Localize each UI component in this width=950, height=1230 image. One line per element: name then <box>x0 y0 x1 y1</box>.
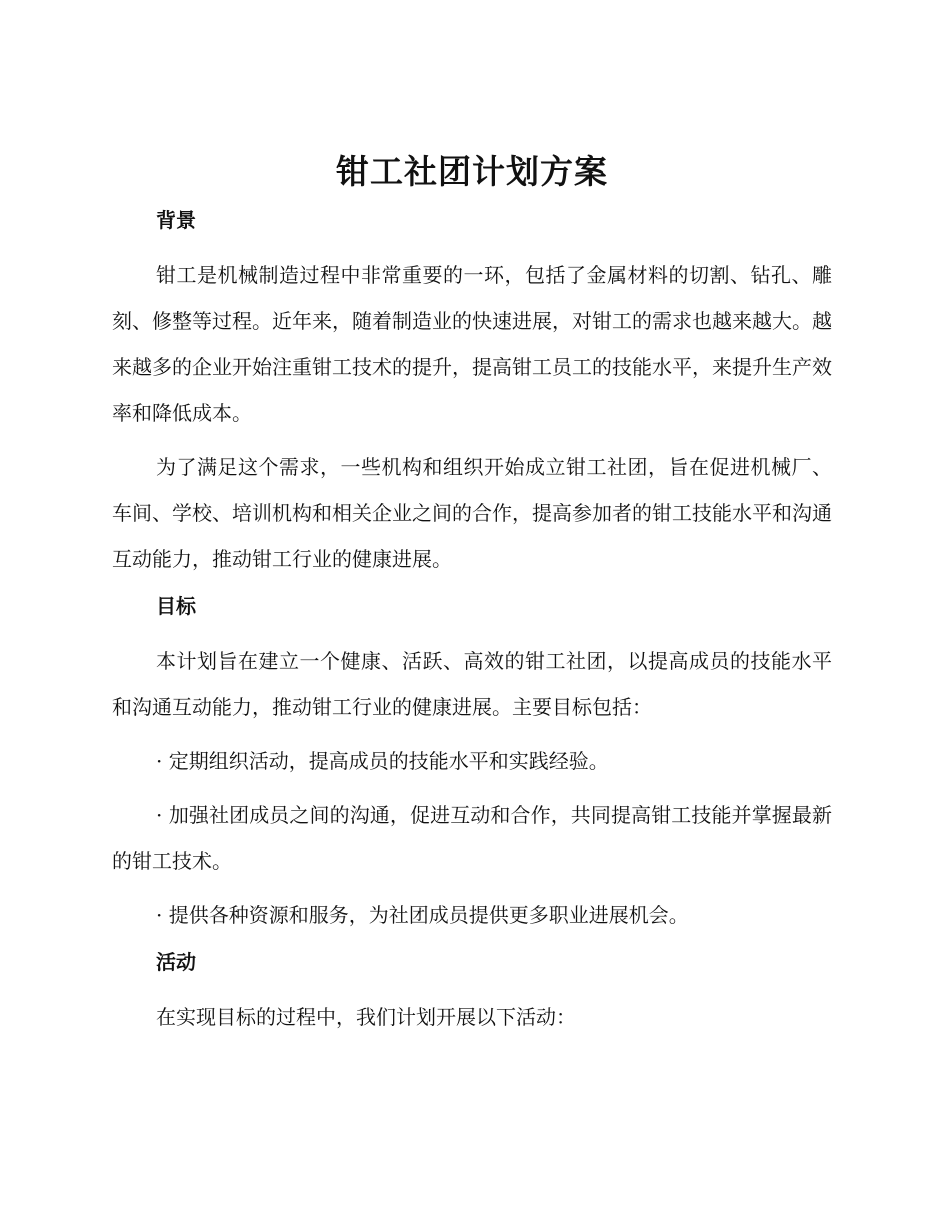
activities-paragraph-1: 在实现目标的过程中，我们计划开展以下活动： <box>156 1005 576 1029</box>
goals-bullet-1: · 定期组织活动，提高成员的技能水平和实践经验。 <box>156 749 609 773</box>
section-heading-activities: 活动 <box>156 950 196 974</box>
document-title: 钳工社团计划方案 <box>336 152 608 191</box>
section-heading-background: 背景 <box>156 208 196 232</box>
background-paragraph-1: 钳工是机械制造过程中非常重要的一环，包括了金属材料的切割、钻孔、雕刻、修整等过程。近年来，随着制造业的快速进展，对钳工的需求也越来越大。越来越多的企业开始注重钳工技术的提升，提高钳工员工的技能水平，来提升生产效率和降低成本。 <box>112 263 832 425</box>
goals-bullet-2: · 加强社团成员之间的沟通，促进互动和合作，共同提高钳工技能并掌握最新的钳工技术。 <box>112 803 832 873</box>
background-paragraph-2: 为了满足这个需求，一些机构和组织开始成立钳工社团，旨在促进机械厂、车间、学校、培训机构和相关企业之间的合作，提高参加者的钳工技能水平和沟通互动能力，推动钳工行业的健康进展。 <box>112 455 832 571</box>
goals-paragraph-1: 本计划旨在建立一个健康、活跃、高效的钳工社团，以提高成员的技能水平和沟通互动能力，推动钳工行业的健康进展。主要目标包括： <box>112 649 832 719</box>
document-page <box>112 150 832 1048</box>
goals-bullet-3: · 提供各种资源和服务，为社团成员提供更多职业进展机会。 <box>156 903 689 927</box>
section-heading-goals: 目标 <box>156 594 196 618</box>
